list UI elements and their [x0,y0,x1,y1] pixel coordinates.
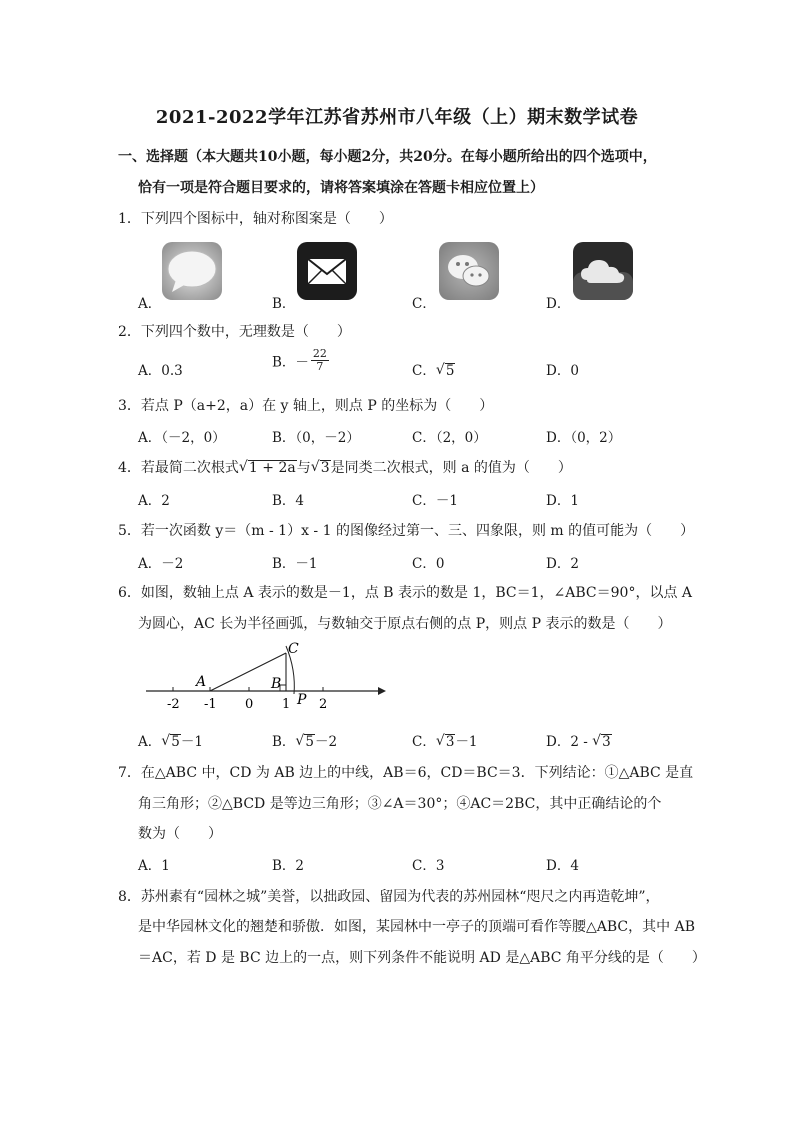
q4-option-d: D．1 [546,493,579,509]
q6-option-a-prefix: A． [138,734,162,750]
q2-option-b [272,348,329,373]
q6-option-a-radicand: 5 [171,734,180,750]
q6-option-b-prefix: B． [272,734,296,750]
q6-option-d-radicand: 3 [602,734,611,750]
q6-option-b [272,730,337,750]
q7-option-b: B．2 [272,858,305,874]
q8-stem-line-1: 8．苏州素有“园林之城”美誉，以拙政园、留园为代表的苏州园林“咫尺之内再造乾坤”， [118,889,660,905]
q8-stem-line-2: 是中华园林文化的翘楚和骄傲．如图，某园林中一亭子的顶端可看作等腰△ABC，其中 AB [138,919,695,935]
cloud-icon [573,242,633,300]
q3-stem: 3．若点 P（a+2，a）在 y 轴上，则点 P 的坐标为（ ） [118,398,494,414]
q2-option-c-radicand: 5 [445,363,455,379]
point-label-p: P [297,692,307,708]
q1-option-a-label: A． [138,296,162,312]
sqrt-symbol [295,734,315,750]
q4-option-b: B．4 [272,493,305,509]
wechat-icon [439,242,499,300]
q7-stem-line-2: 角三角形；②△BCD 是等边三角形；③∠A＝30°；④AC＝2BC，其中正确结论的个 [138,796,662,812]
fraction-denominator: 7 [316,360,324,373]
q6-option-a-suffix: －1 [180,734,203,750]
q2-stem: 2．下列四个数中，无理数是（ ） [118,324,351,340]
sqrt-symbol [239,460,297,476]
q4-stem [118,457,572,477]
point-label-c: C [288,641,299,657]
q5-stem: 5．若一次函数 y＝（m - 1）x - 1 的图像经过第一、三、四象限，则 m 的值可能为（ ） [118,523,695,539]
q2-option-b-prefix: B．－ [272,354,309,371]
q3-option-b: B．（0，－2） [272,430,360,446]
q4-radicand-1: 1 + 2a [248,460,296,476]
tick-label: -1 [204,697,217,712]
q6-stem-line-2: 为圆心，AC 长为半径画弧，与数轴交于原点右侧的点 P，则点 P 表示的数是（ ） [138,616,672,632]
sqrt-symbol [161,734,181,750]
q3-option-d: D．（0，2） [546,430,622,446]
q3-option-a: A．（－2，0） [138,430,226,446]
q2-option-c-prefix: C． [412,363,436,379]
q1-option-c-label: C． [412,296,436,312]
sqrt-symbol [436,734,456,750]
q5-option-b: B．－1 [272,556,318,572]
q8-stem-line-3: ＝AC，若 D 是 BC 边上的一点，则下列条件不能说明 AD 是△ABC 角平分线的是（ ） [138,950,706,966]
q1-option-d-label: D． [546,296,571,312]
q7-option-a: A．1 [138,858,170,874]
q6-option-b-radicand: 5 [305,734,315,750]
q2-option-c [412,359,455,379]
q2-option-b-fraction [311,348,329,373]
section-heading-line-2: 恰有一项是符合题目要求的，请将答案填涂在答题卡相应位置上） [138,180,544,196]
q7-stem-line-1: 7．在△ABC 中，CD 为 AB 边上的中线，AB＝6，CD＝BC＝3．下列结论：①△ABC 是直 [118,765,694,781]
q4-option-a: A．2 [138,493,170,509]
q6-stem-line-1: 6．如图，数轴上点 A 表示的数是－1，点 B 表示的数是 1，BC＝1，∠ABC＝90°，以点 A [118,585,693,601]
q4-option-c: C．－1 [412,493,458,509]
q6-option-c-suffix: －1 [455,734,478,750]
tick-label: 1 [282,697,291,712]
q1-option-b-label: B． [272,296,296,312]
q6-number-line-figure [140,636,390,716]
sqrt-symbol [592,734,612,750]
sqrt-symbol [436,363,456,379]
axis-arrow-icon [378,687,386,695]
q6-option-c-prefix: C． [412,734,436,750]
q6-option-a [138,730,203,750]
tick-label: -2 [167,697,180,712]
q6-option-d-prefix: D．2 - [546,734,588,750]
tick-label: 2 [319,697,328,712]
q5-option-a: A．－2 [138,556,184,572]
q6-option-b-suffix: －2 [315,734,338,750]
q6-option-c [412,730,478,750]
q5-option-c: C．0 [412,556,445,572]
sqrt-symbol [311,460,331,476]
section-heading-line-1: 一、选择题（本大题共10小题，每小题2分，共20分。在每小题所给出的四个选项中， [118,149,657,165]
q6-option-c-radicand: 3 [445,734,455,750]
chat-bubble-icon [162,242,222,300]
q1-stem: 1．下列四个图标中，轴对称图案是（ ） [118,211,393,227]
q4-stem-part-1: 4．若最简二次根式 [118,460,239,476]
q5-option-d: D．2 [546,556,579,572]
tick-label: 0 [245,697,254,712]
q6-option-d [546,730,612,750]
page-title: 2021-2022学年江苏省苏州市八年级（上）期末数学试卷 [155,107,639,128]
q2-option-d: D．0 [546,363,579,379]
q4-stem-part-3: 是同类二次根式，则 a 的值为（ ） [330,460,572,476]
q2-option-a: A．0.3 [138,363,183,379]
point-label-a: A [196,674,207,690]
fraction-numerator: 22 [312,347,327,360]
envelope-icon [297,242,357,300]
point-label-b: B [271,676,282,692]
q3-option-c: C．（2，0） [412,430,487,446]
q7-option-d: D．4 [546,858,579,874]
q4-radicand-2: 3 [320,460,330,476]
q7-option-c: C．3 [412,858,445,874]
q4-stem-part-2: 与 [296,460,311,476]
q7-stem-line-3: 数为（ ） [138,826,222,842]
